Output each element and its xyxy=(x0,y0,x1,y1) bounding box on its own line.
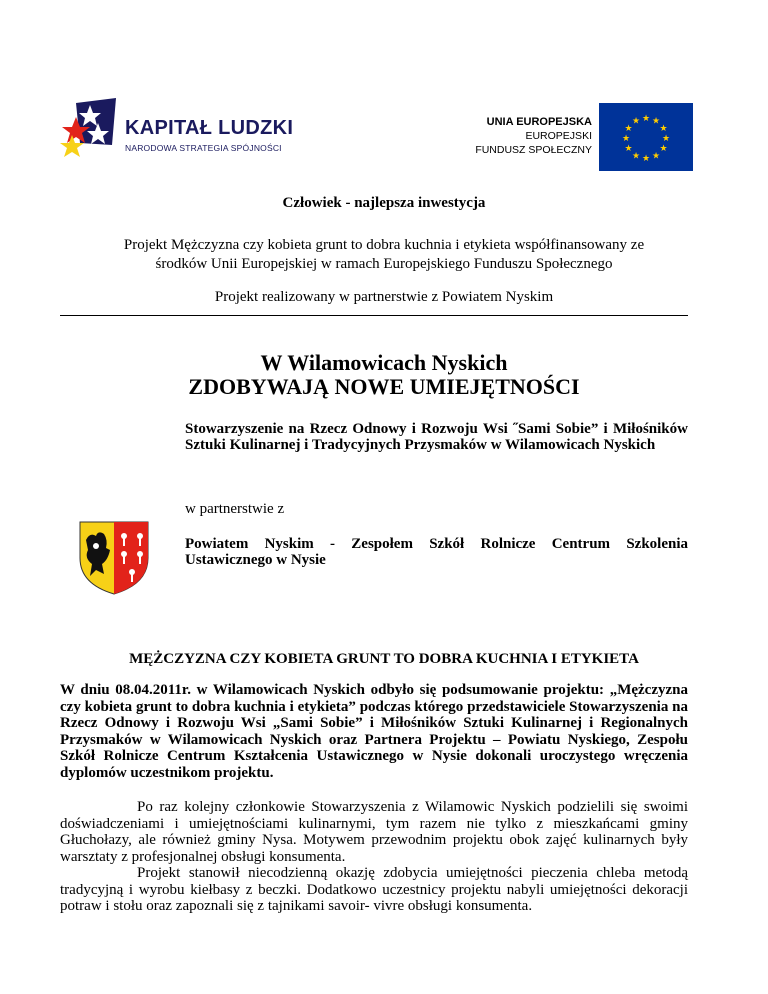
eu-logo-text xyxy=(475,115,592,157)
divider xyxy=(60,315,688,316)
svg-text:★: ★ xyxy=(624,144,633,154)
svg-text:★: ★ xyxy=(659,144,668,154)
svg-text:★: ★ xyxy=(641,154,651,164)
eu-flag-icon xyxy=(599,103,693,171)
paragraph-2: Po raz kolejny członkowie Stowarzyszenia z Wilamowic Nyskich podzielili się swoimi doświadczeniami i umiejętnościami kulinarnymi, tym razem nie tylko z mieszkańcami gminy Głuchołazy, ale również gminy Nysa. Motywem przewodnim projektu obok zajęć kulinarnych były warsztaty z profesjonalnej obsługi konsumenta. xyxy=(60,799,688,865)
kapital-ludzki-emblem-icon xyxy=(58,95,124,170)
in-partnership-label: w partnerstwie z xyxy=(185,501,285,517)
svg-text:★: ★ xyxy=(631,116,641,127)
title-line-2: ZDOBYWAJĄ NOWE UMIEJĘTNOŚCI xyxy=(188,374,580,399)
partner-name: Powiatem Nyskim - Zespołem Szkół Rolnicze Centrum Szkolenia Ustawicznego w Nysie xyxy=(185,536,688,568)
svg-text:★: ★ xyxy=(651,151,661,162)
svg-text:★: ★ xyxy=(621,134,631,144)
section-title: MĘŻCZYZNA CZY KOBIETA GRUNT TO DOBRA KUCHNIA I ETYKIETA xyxy=(129,651,639,667)
title-line-1: W Wilamowicach Nyskich xyxy=(260,350,508,375)
eu-logo-line3: FUNDUSZ SPOŁECZNY xyxy=(475,144,592,156)
paragraph-3: Projekt stanowił niecodzienną okazję zdobycia umiejętności pieczenia chleba metodą tradycyjną i wyrobu kiełbasy z beczki. Dodatkowo uczestnicy projektu nabyli umiejętności dekoracji potraw i stołu oraz zapoznali się z tajnikami savoir- vivre obsługi konsumenta. xyxy=(60,865,688,914)
eu-efs-logo xyxy=(470,97,696,177)
svg-text:★: ★ xyxy=(659,124,668,134)
motto: Człowiek - najlepsza inwestycja xyxy=(282,195,486,211)
organization-name: Stowarzyszenie na Rzecz Odnowy i Rozwoju Wsi ˝Sami Sobie” i Miłośników Sztuki Kulinarnej i Tradycyjnych Przysmaków w Wilamowicach Nyskich xyxy=(185,421,688,453)
kapital-ludzki-subtitle: NARODOWA STRATEGIA SPÓJNOŚCI xyxy=(125,143,282,153)
svg-text:★: ★ xyxy=(631,151,641,162)
svg-text:★: ★ xyxy=(661,134,671,144)
eu-logo-line2: EUROPEJSKI xyxy=(525,130,592,142)
svg-text:★: ★ xyxy=(651,116,661,127)
svg-text:★: ★ xyxy=(641,114,651,124)
paragraph-1: W dniu 08.04.2011r. w Wilamowicach Nyskich odbyło się podsumowanie projektu: „Mężczyzna czy kobieta grunt to dobra kuchnia i etykieta” podczas którego przedstawiciele Stowarzyszenia na Rzecz Odnowy i Rozwoju Wsi „Sami Sobie” i Miłośników Sztuki Kulinarnej i Regionalnych Przysmaków w Wilamowicach Nyskich oraz Partnera Projektu – Powiatu Nyskiego, Zespołu Szkół Rolnicze Centrum Kształcenia Ustawicznego w Nysie dokonali uroczystego wręczenia dyplomów uczestnikom projektu. xyxy=(60,682,688,781)
page-title xyxy=(60,351,708,399)
kapital-ludzki-title: KAPITAŁ LUDZKI xyxy=(125,117,294,139)
svg-text:★: ★ xyxy=(624,124,633,134)
project-description: Projekt Mężczyzna czy kobieta grunt to dobra kuchnia i etykieta współfinansowany ze środków Unii Europejskiej w ramach Europejskiego Funduszu Społecznego xyxy=(123,237,645,272)
coat-of-arms-icon xyxy=(78,520,150,595)
partnership-line: Projekt realizowany w partnerstwie z Powiatem Nyskim xyxy=(214,289,554,305)
eu-logo-line1: UNIA EUROPEJSKA xyxy=(486,116,592,128)
kapital-ludzki-logo xyxy=(58,95,308,170)
